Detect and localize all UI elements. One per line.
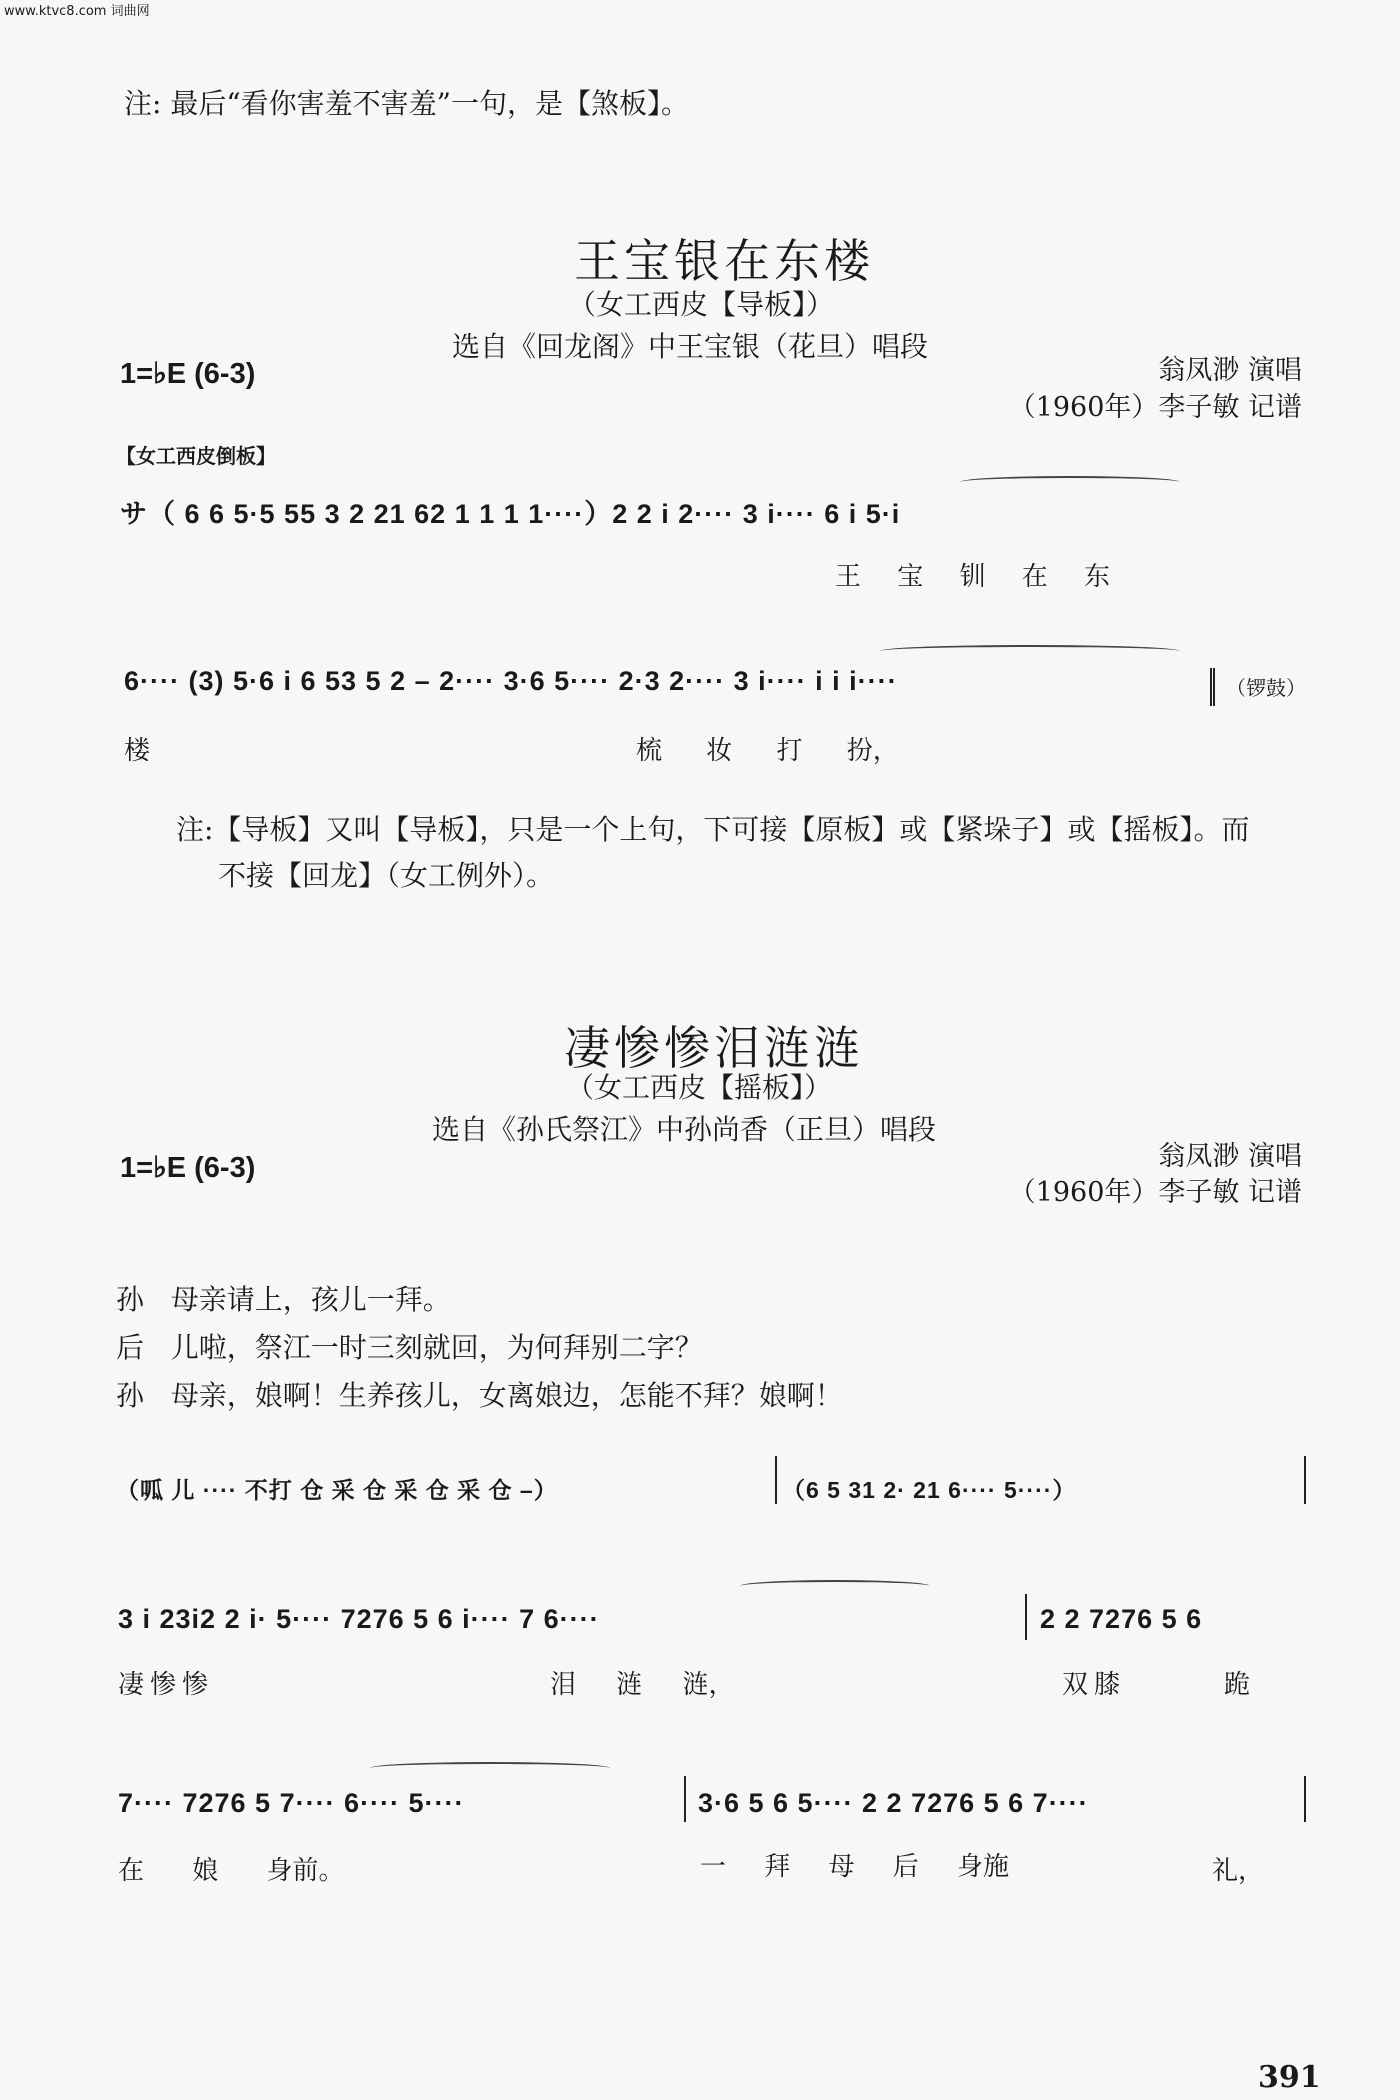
piece1-line1-lyrics: 王 宝 钏 在 东 bbox=[835, 562, 1111, 592]
final-barline bbox=[1210, 668, 1219, 706]
dialogue-line bbox=[116, 1374, 843, 1414]
dialogue-text: 母亲请上，孩儿一拜。 bbox=[170, 1283, 451, 1316]
dialogue-text: 儿啦，祭江一时三刻就回，为何拜别二字？ bbox=[170, 1331, 703, 1364]
page-number: 391 bbox=[1258, 2060, 1321, 2095]
piece2-line1-notation-b: 2 2 7276 5 6 bbox=[1040, 1604, 1203, 1634]
piece2-line0-percussion: （呱 儿 ···· 不打 仓 采 仓 采 仓 采 仓 –） bbox=[116, 1477, 558, 1503]
piece1-transcriber: （1960年）李子敏 记谱 bbox=[1008, 392, 1302, 423]
piece2-line1-notation-a: 3 i 23i2 2 i· 5···· 7276 5 6 i···· 7 6···· bbox=[118, 1604, 600, 1634]
top-note: 注: 最后“看你害羞不害羞”一句，是【煞板】。 bbox=[124, 87, 689, 120]
speaker: 孙 bbox=[116, 1379, 145, 1412]
piece1-line2-end: （锣鼓） bbox=[1226, 676, 1306, 700]
piece2-line2-notation-b: 3·6 5 6 5···· 2 2 7276 5 6 7···· bbox=[698, 1788, 1089, 1818]
piece2-source: 选自《孙氏祭江》中孙尚香（正旦）唱段 bbox=[432, 1113, 937, 1146]
speaker: 后 bbox=[116, 1331, 145, 1364]
piece1-key: 1=♭E (6-3) bbox=[120, 358, 256, 390]
slur bbox=[960, 476, 1180, 488]
section-label: 【女工西皮倒板】 bbox=[116, 444, 276, 468]
piece1-line2-lyrics-b: 梳 妆 打 扮， bbox=[636, 736, 899, 766]
piece2-line0-notes: （6 5 31 2· 21 6···· 5····） bbox=[782, 1477, 1077, 1503]
slur bbox=[370, 1762, 610, 1774]
barline bbox=[1025, 1594, 1027, 1640]
piece2-line2-lyrics-c: 礼， bbox=[1212, 1856, 1265, 1886]
barline bbox=[1304, 1456, 1306, 1504]
piece1-note-line2: 不接【回龙】（女工例外）。 bbox=[218, 859, 555, 892]
piece1-line1-notation: サ（ 6 6 5·5 55 3 2 21 62 1 1 1 1····）2 2 i 2···· 3 i···· 6 i 5·i bbox=[120, 499, 901, 529]
piece1-note-line1: 注:【导板】又叫【导板】，只是一个上句，下可接【原板】或【紧垛子】或【摇板】。而 bbox=[176, 813, 1250, 846]
barline bbox=[684, 1776, 686, 1822]
piece2-line1-lyrics-d: 跪 bbox=[1224, 1670, 1251, 1700]
piece2-line2-notation-a: 7···· 7276 5 7···· 6···· 5···· bbox=[118, 1788, 465, 1818]
piece2-transcriber: （1960年）李子敏 记谱 bbox=[1008, 1177, 1302, 1208]
piece1-line2-notation: 6···· (3) 5·6 i 6 53 5 2 – 2···· 3·6 5···· 2·3 2···· 3 i···· i i i···· bbox=[124, 666, 898, 696]
piece2-key: 1=♭E (6-3) bbox=[120, 1152, 256, 1184]
dialogue-line bbox=[116, 1326, 703, 1366]
piece2-line2-lyrics-a: 在 娘 身前。 bbox=[118, 1856, 345, 1886]
barline bbox=[1304, 1776, 1306, 1822]
piece2-title: 凄惨惨泪涟涟 bbox=[564, 1021, 864, 1075]
dialogue-text: 母亲，娘啊！生养孩儿，女离娘边，怎能不拜？娘啊！ bbox=[170, 1379, 843, 1412]
piece2-line2-lyrics-b: 一 拜 母 后 身施 bbox=[700, 1852, 1010, 1882]
watermark: www.ktvc8.com 词曲网 bbox=[4, 4, 150, 19]
slur bbox=[880, 645, 1180, 657]
piece1-subtitle: （女工西皮【导板】） bbox=[568, 288, 835, 321]
piece2-performer: 翁凤渺 演唱 bbox=[1158, 1141, 1302, 1172]
slur bbox=[740, 1580, 930, 1592]
piece1-source: 选自《回龙阁》中王宝银（花旦）唱段 bbox=[452, 330, 929, 363]
piece1-performer: 翁凤渺 演唱 bbox=[1158, 355, 1302, 386]
barline bbox=[775, 1456, 777, 1504]
dialogue-line bbox=[116, 1278, 451, 1318]
piece2-line1-lyrics-b: 泪 涟 涟， bbox=[550, 1670, 735, 1700]
speaker: 孙 bbox=[116, 1283, 145, 1316]
piece1-line2-lyrics-a: 楼 bbox=[124, 736, 151, 766]
piece2-subtitle: （女工西皮【摇板】） bbox=[566, 1071, 833, 1104]
piece1-title: 王宝银在东楼 bbox=[574, 234, 874, 288]
piece2-line1-lyrics-c: 双膝 bbox=[1062, 1670, 1127, 1700]
piece2-line1-lyrics-a: 凄惨惨 bbox=[118, 1670, 215, 1700]
